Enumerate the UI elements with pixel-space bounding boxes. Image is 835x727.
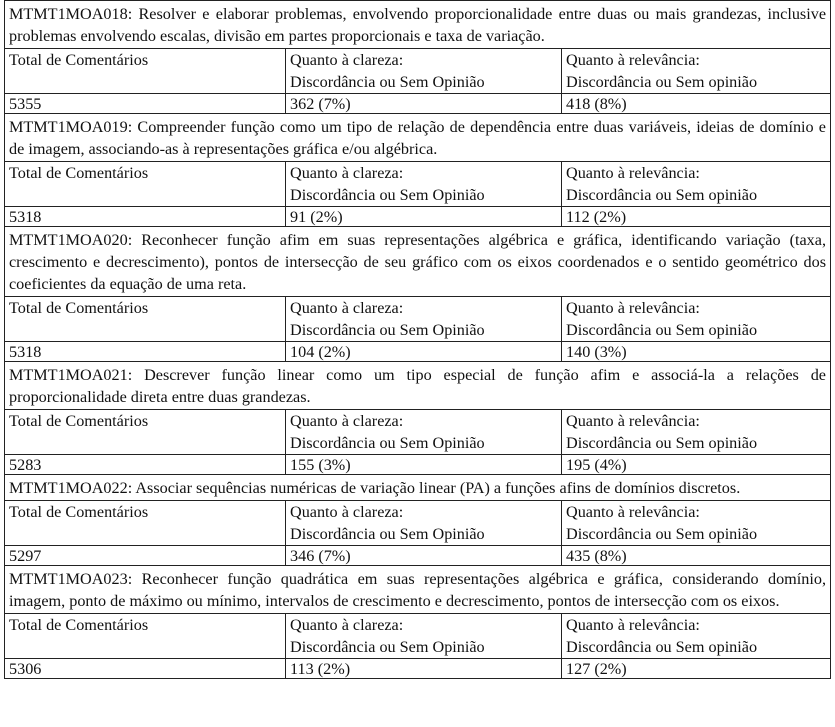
total-header: Total de Comentários <box>5 162 286 207</box>
skill-description: MTMT1MOA021: Descrever função linear como um tipo especial de função afim e associá-la a relações de proporcionalidade direta entre duas grandezas. <box>5 362 831 410</box>
relevancia-label: Quanto à relevância: <box>566 51 700 69</box>
total-value: 5318 <box>5 207 286 227</box>
relevancia-value: 140 (3%) <box>562 342 831 362</box>
skill-description-row <box>5 114 831 162</box>
clareza-header <box>286 49 562 94</box>
clareza-header <box>286 501 562 546</box>
relevancia-sublabel: Discordância ou Sem opinião <box>566 186 758 204</box>
clareza-label: Quanto à clareza: <box>290 616 404 634</box>
skill-description-row <box>5 1 831 49</box>
relevancia-label: Quanto à relevância: <box>566 616 700 634</box>
skill-description: MTMT1MOA023: Reconhecer função quadrática em suas representações algébrica e gráfica, considerando domínio, imagem, ponto de máximo ou mínimo, intervalos de crescimento e decrescimento, pontos de intersecção com os eixos. <box>5 566 831 614</box>
skill-description-row <box>5 227 831 297</box>
total-value: 5283 <box>5 455 286 475</box>
total-value: 5355 <box>5 94 286 114</box>
clareza-header <box>286 410 562 455</box>
skill-description-row <box>5 475 831 501</box>
relevancia-label: Quanto à relevância: <box>566 164 700 182</box>
skill-description: MTMT1MOA019: Compreender função como um tipo de relação de dependência entre duas variáveis, ideias de domínio e de imagem, associando-as à representações gráfica e/ou algébrica. <box>5 114 831 162</box>
header-row <box>5 49 831 94</box>
clareza-value: 91 (2%) <box>286 207 562 227</box>
clareza-label: Quanto à clareza: <box>290 412 404 430</box>
relevancia-header <box>562 297 831 342</box>
clareza-header <box>286 162 562 207</box>
skill-description: MTMT1MOA018: Resolver e elaborar problemas, envolvendo proporcionalidade entre duas ou mais grandezas, inclusive problemas envolvendo escalas, divisão em partes proporcionais e taxa de variação. <box>5 1 831 49</box>
relevancia-value: 435 (8%) <box>562 546 831 566</box>
total-header: Total de Comentários <box>5 49 286 94</box>
relevancia-value: 127 (2%) <box>562 659 831 679</box>
relevancia-sublabel: Discordância ou Sem opinião <box>566 638 758 656</box>
clareza-value: 104 (2%) <box>286 342 562 362</box>
clareza-sublabel: Discordância ou Sem Opinião <box>290 525 485 543</box>
clareza-sublabel: Discordância ou Sem Opinião <box>290 434 485 452</box>
total-header: Total de Comentários <box>5 297 286 342</box>
clareza-label: Quanto à clareza: <box>290 51 404 69</box>
total-header: Total de Comentários <box>5 614 286 659</box>
relevancia-value: 112 (2%) <box>562 207 831 227</box>
values-row <box>5 546 831 566</box>
clareza-header <box>286 614 562 659</box>
relevancia-value: 418 (8%) <box>562 94 831 114</box>
clareza-label: Quanto à clareza: <box>290 299 404 317</box>
clareza-sublabel: Discordância ou Sem Opinião <box>290 638 485 656</box>
clareza-sublabel: Discordância ou Sem Opinião <box>290 321 485 339</box>
total-header: Total de Comentários <box>5 410 286 455</box>
skill-description-row <box>5 566 831 614</box>
values-row <box>5 94 831 114</box>
clareza-value: 155 (3%) <box>286 455 562 475</box>
relevancia-sublabel: Discordância ou Sem opinião <box>566 73 758 91</box>
comments-table <box>4 0 831 679</box>
relevancia-sublabel: Discordância ou Sem opinião <box>566 525 758 543</box>
clareza-label: Quanto à clareza: <box>290 503 404 521</box>
header-row <box>5 501 831 546</box>
header-row <box>5 614 831 659</box>
relevancia-header <box>562 49 831 94</box>
relevancia-sublabel: Discordância ou Sem opinião <box>566 434 758 452</box>
header-row <box>5 410 831 455</box>
clareza-value: 113 (2%) <box>286 659 562 679</box>
clareza-sublabel: Discordância ou Sem Opinião <box>290 73 485 91</box>
clareza-value: 362 (7%) <box>286 94 562 114</box>
relevancia-label: Quanto à relevância: <box>566 503 700 521</box>
values-row <box>5 342 831 362</box>
skill-description: MTMT1MOA020: Reconhecer função afim em suas representações algébrica e gráfica, identificando variação (taxa, crescimento e decrescimento), pontos de intersecção de seu gráfico com os eixos coordenados e o sentido geométrico dos coeficientes da equação de uma reta. <box>5 227 831 297</box>
relevancia-header <box>562 162 831 207</box>
relevancia-label: Quanto à relevância: <box>566 412 700 430</box>
header-row <box>5 297 831 342</box>
clareza-value: 346 (7%) <box>286 546 562 566</box>
header-row <box>5 162 831 207</box>
clareza-sublabel: Discordância ou Sem Opinião <box>290 186 485 204</box>
clareza-header <box>286 297 562 342</box>
relevancia-sublabel: Discordância ou Sem opinião <box>566 321 758 339</box>
relevancia-label: Quanto à relevância: <box>566 299 700 317</box>
total-value: 5318 <box>5 342 286 362</box>
skill-description-row <box>5 362 831 410</box>
total-value: 5297 <box>5 546 286 566</box>
values-row <box>5 455 831 475</box>
total-value: 5306 <box>5 659 286 679</box>
relevancia-value: 195 (4%) <box>562 455 831 475</box>
clareza-label: Quanto à clareza: <box>290 164 404 182</box>
values-row <box>5 659 831 679</box>
relevancia-header <box>562 501 831 546</box>
relevancia-header <box>562 614 831 659</box>
values-row <box>5 207 831 227</box>
total-header: Total de Comentários <box>5 501 286 546</box>
skill-description: MTMT1MOA022: Associar sequências numéricas de variação linear (PA) a funções afins de domínios discretos. <box>5 475 831 501</box>
relevancia-header <box>562 410 831 455</box>
